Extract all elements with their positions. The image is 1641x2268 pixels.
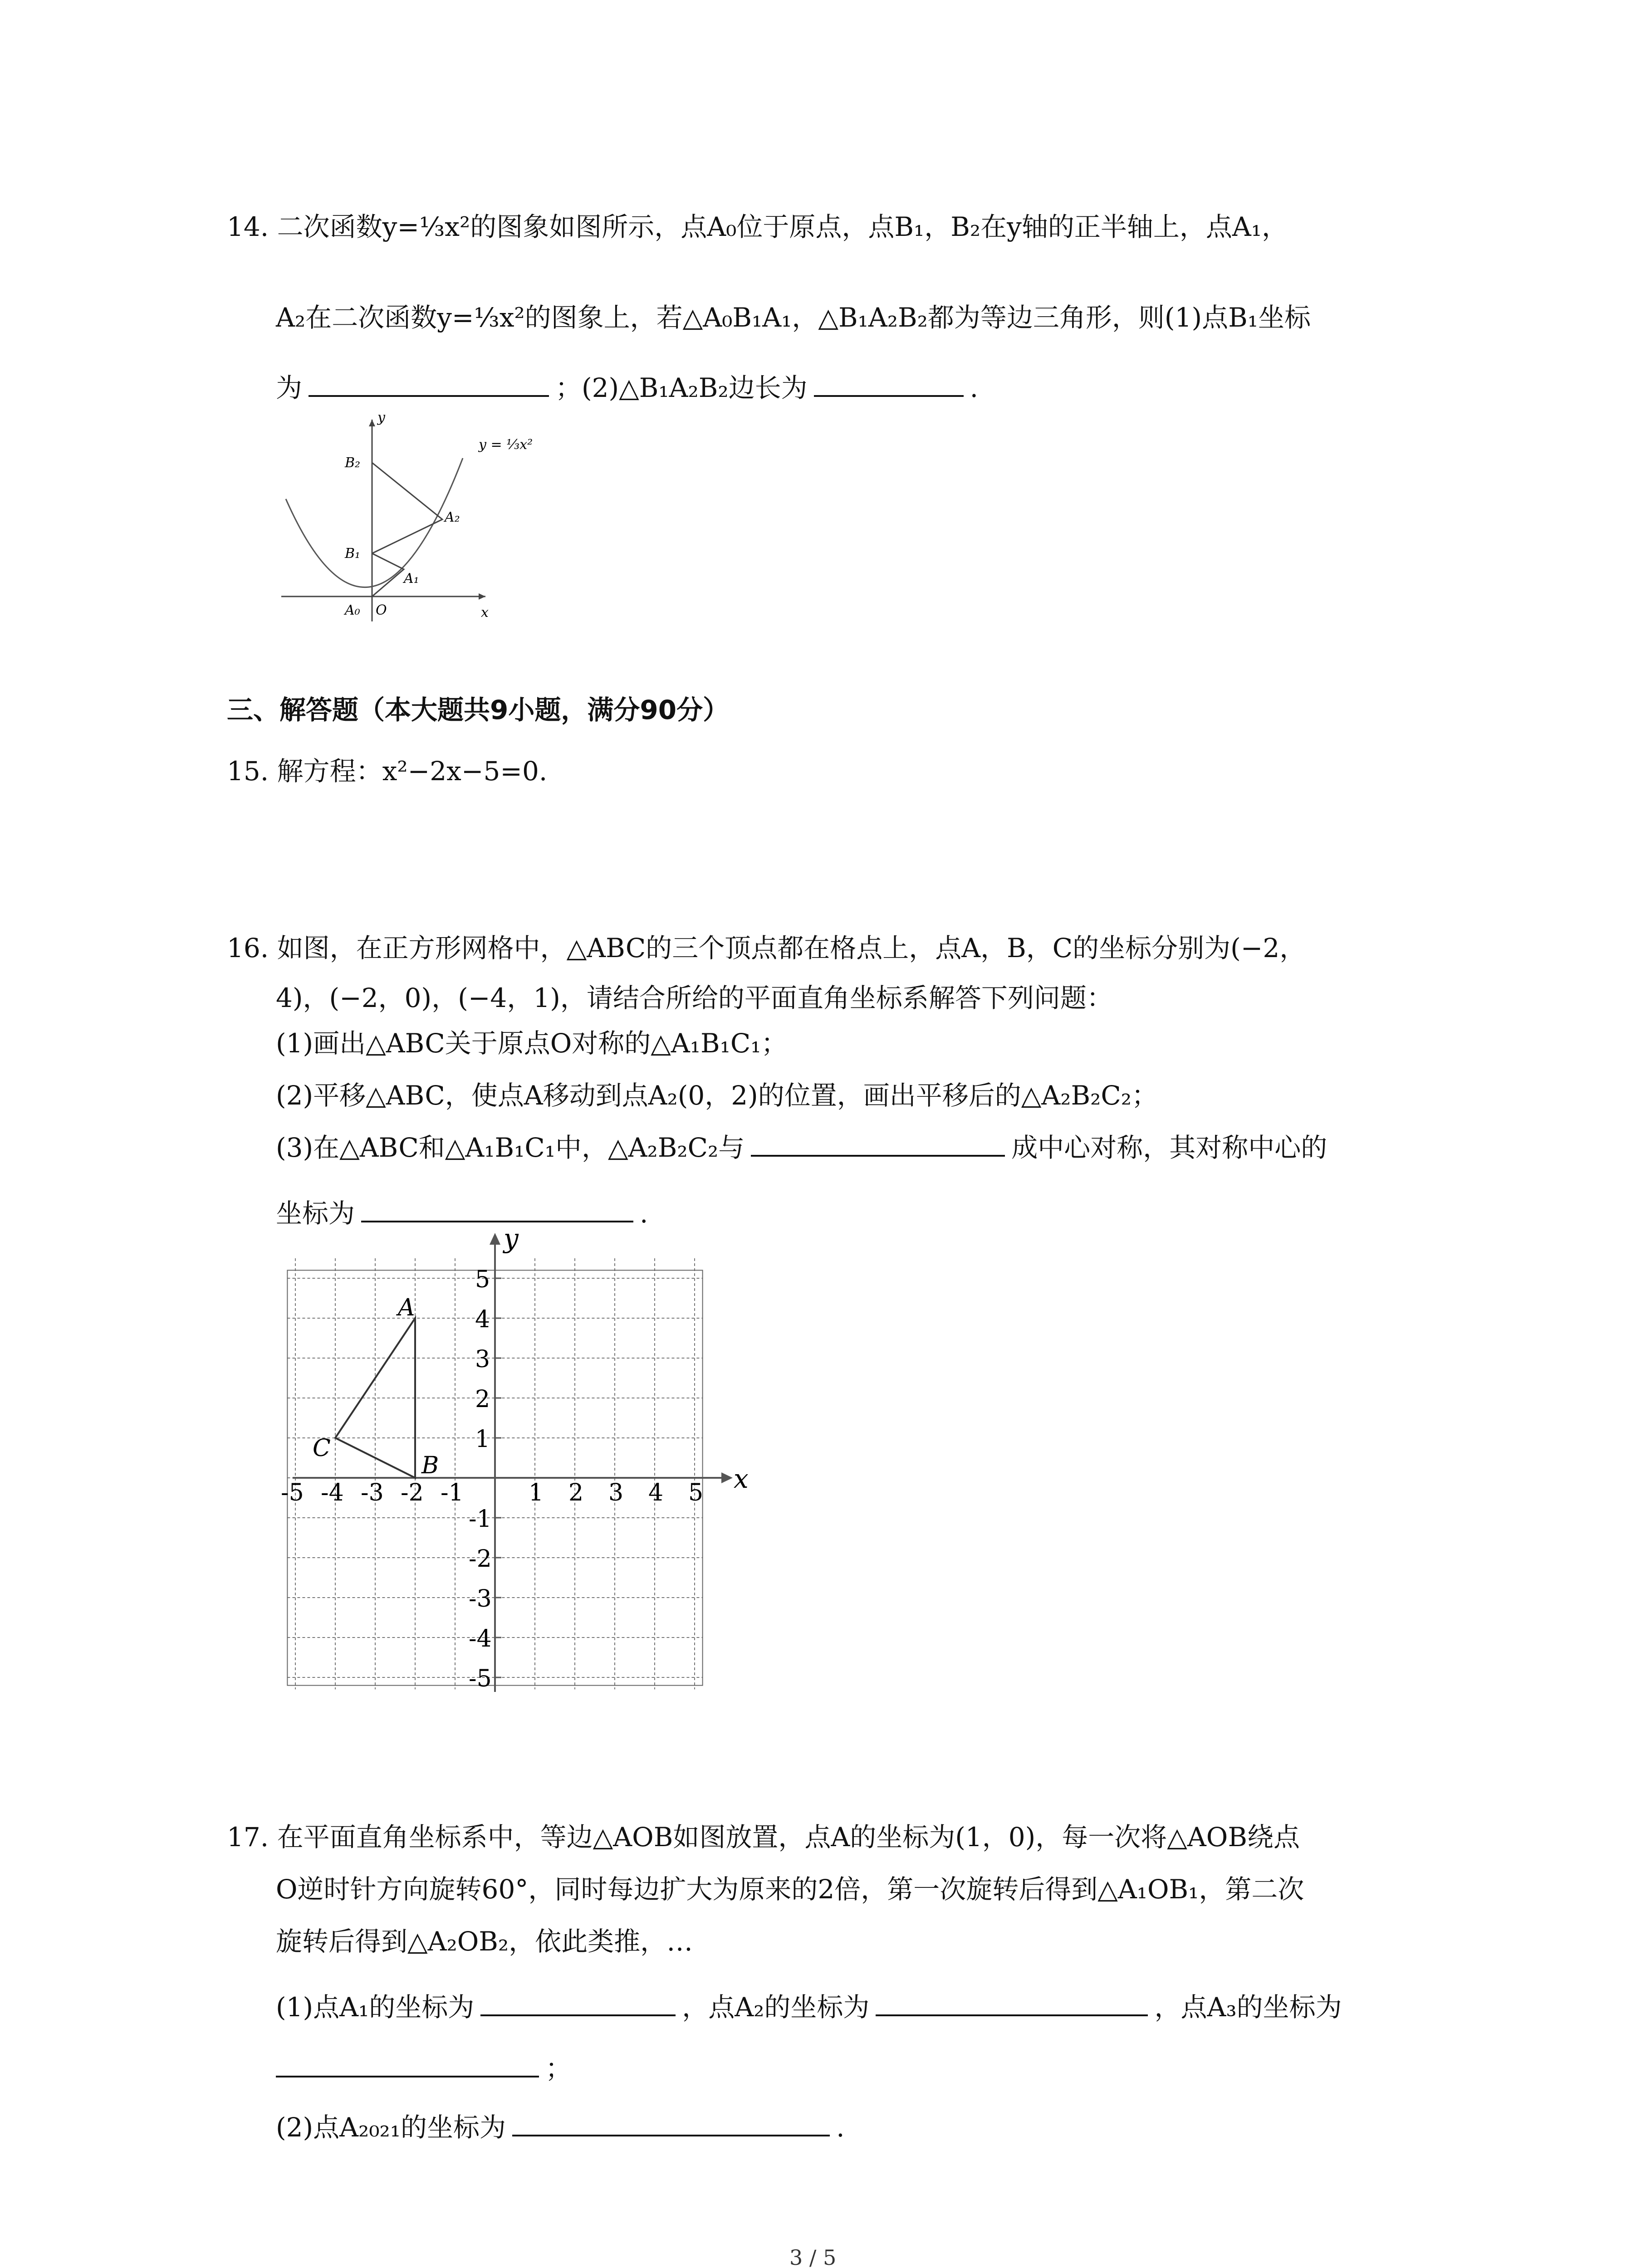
- q16-label-B: B: [421, 1452, 439, 1479]
- q16-y-tick-label: -1: [469, 1505, 492, 1533]
- q17-text-A2021: (2)点A₂₀₂₁的坐标为: [276, 2112, 506, 2143]
- q14-line2: A₂在二次函数y=⅓x²的图象上，若△A₀B₁A₁，△B₁A₂B₂都为等边三角形，则(1)点B₁坐标: [276, 302, 1311, 333]
- q14-label-B2: B₂: [345, 455, 361, 471]
- q17-line5: [276, 2050, 572, 2087]
- q17-text-semicolon: ；: [545, 2053, 572, 2084]
- q17-text-A2: ，点A₂的坐标为: [682, 1992, 870, 2023]
- q16-y-tick-label: -2: [469, 1545, 492, 1573]
- q16-y-axis-label: y: [504, 1223, 519, 1254]
- q16-line3: (1)画出△ABC关于原点O对称的△A₁B₁C₁；: [276, 1028, 788, 1059]
- q16-y-tick-label: -3: [469, 1585, 492, 1613]
- q16-text-part3: (3)在△ABC和△A₁B₁C₁中，△A₂B₂C₂与: [276, 1132, 745, 1163]
- q17-line2: O逆时针方向旋转60°，同时每边扩大为原来的2倍，第一次旋转后得到△A₁OB₁，第二次: [276, 1874, 1304, 1905]
- q16-line5: [276, 1129, 1327, 1166]
- q14-x-axis-label: x: [481, 605, 489, 621]
- q17-answer-blank-A3[interactable]: [276, 2051, 539, 2077]
- q17-line4: [276, 1989, 1342, 2025]
- q16-label-A: A: [398, 1294, 415, 1321]
- q14-text-end: .: [970, 372, 979, 403]
- q16-answer-blank-2[interactable]: [361, 1196, 633, 1222]
- q14-text-wei: 为: [276, 372, 303, 403]
- q16-label-C: C: [313, 1435, 331, 1462]
- q16-x-tick-label: -5: [281, 1479, 304, 1506]
- q14-curve-label: y = ⅓x²: [479, 437, 533, 453]
- q16-answer-blank-1[interactable]: [751, 1130, 1005, 1157]
- q16-x-tick-label: -2: [401, 1479, 424, 1506]
- q17-answer-blank-A2021[interactable]: [512, 2110, 830, 2136]
- q14-text-part2: ；(2)△B₁A₂B₂边长为: [555, 372, 808, 403]
- q14-label-A2: A₂: [445, 509, 460, 525]
- q16-y-tick-label: -4: [469, 1625, 492, 1652]
- q16-y-tick-label: 1: [475, 1426, 490, 1453]
- q16-y-tick-label: -5: [469, 1665, 492, 1692]
- q16-x-tick-label: 2: [568, 1479, 584, 1506]
- q14-label-A0: A₀: [345, 602, 360, 618]
- q17-answer-blank-A1[interactable]: [480, 1990, 676, 2016]
- q17-text-A1: (1)点A₁的坐标为: [276, 1992, 475, 2023]
- q14-label-B1: B₁: [345, 546, 361, 562]
- q14-answer-blank-2[interactable]: [814, 371, 964, 397]
- q16-text-coord: 坐标为: [276, 1198, 355, 1229]
- q16-x-tick-label: -4: [321, 1479, 344, 1506]
- q14-parabola-figure: [272, 408, 554, 626]
- q16-y-tick-label: 3: [475, 1346, 490, 1373]
- q14-label-A1: A₁: [404, 571, 419, 587]
- q15-text: 15. 解方程：x²−2x−5=0.: [227, 756, 548, 787]
- q16-x-tick-label: 1: [529, 1479, 544, 1506]
- q14-label-O: O: [376, 602, 387, 618]
- page-number: 3 / 5: [789, 2245, 837, 2268]
- q17-text-A3: ，点A₃的坐标为: [1154, 1992, 1342, 2023]
- q16-coordinate-grid: [274, 1220, 755, 1696]
- q16-line2: 4)，(−2，0)，(−4，1)，请结合所给的平面直角坐标系解答下列问题：: [276, 982, 1113, 1013]
- q14-line1: 14. 二次函数y=⅓x²的图象如图所示，点A₀位于原点，点B₁，B₂在y轴的正半轴上，点A₁，: [227, 211, 1288, 242]
- q16-x-tick-label: 3: [608, 1479, 624, 1506]
- q17-line1: 17. 在平面直角坐标系中，等边△AOB如图放置，点A的坐标为(1，0)，每一次将△AOB绕点: [227, 1822, 1300, 1853]
- q16-text-end: .: [640, 1198, 648, 1229]
- q16-line1: 16. 如图，在正方形网格中，△ABC的三个顶点都在格点上，点A，B，C的坐标分别为(−2，: [227, 933, 1306, 963]
- q16-x-tick-label: 5: [688, 1479, 704, 1506]
- q14-answer-blank-1[interactable]: [309, 371, 549, 397]
- q17-text-end: .: [836, 2112, 845, 2143]
- q14-line3: [276, 370, 978, 406]
- q16-y-tick-label: 2: [475, 1386, 490, 1413]
- q17-answer-blank-A2[interactable]: [876, 1990, 1148, 2016]
- q14-y-axis-label: y: [377, 410, 385, 425]
- q16-x-tick-label: -1: [441, 1479, 464, 1506]
- q16-line4: (2)平移△ABC，使点A移动到点A₂(0，2)的位置，画出平移后的△A₂B₂C₂；: [276, 1080, 1158, 1111]
- q17-line6: [276, 2109, 845, 2146]
- q16-x-tick-label: -3: [361, 1479, 384, 1506]
- section-3-title: 三、解答题（本大题共9小题，满分90分）: [227, 694, 730, 725]
- q17-line3: 旋转后得到△A₂OB₂，依此类推，…: [276, 1926, 693, 1957]
- q16-x-axis-label: x: [734, 1463, 749, 1494]
- q16-text-part3b: 成中心对称，其对称中心的: [1011, 1132, 1327, 1163]
- q16-x-tick-label: 4: [648, 1479, 664, 1506]
- q16-y-tick-label: 4: [475, 1306, 490, 1333]
- q16-y-tick-label: 5: [475, 1266, 490, 1293]
